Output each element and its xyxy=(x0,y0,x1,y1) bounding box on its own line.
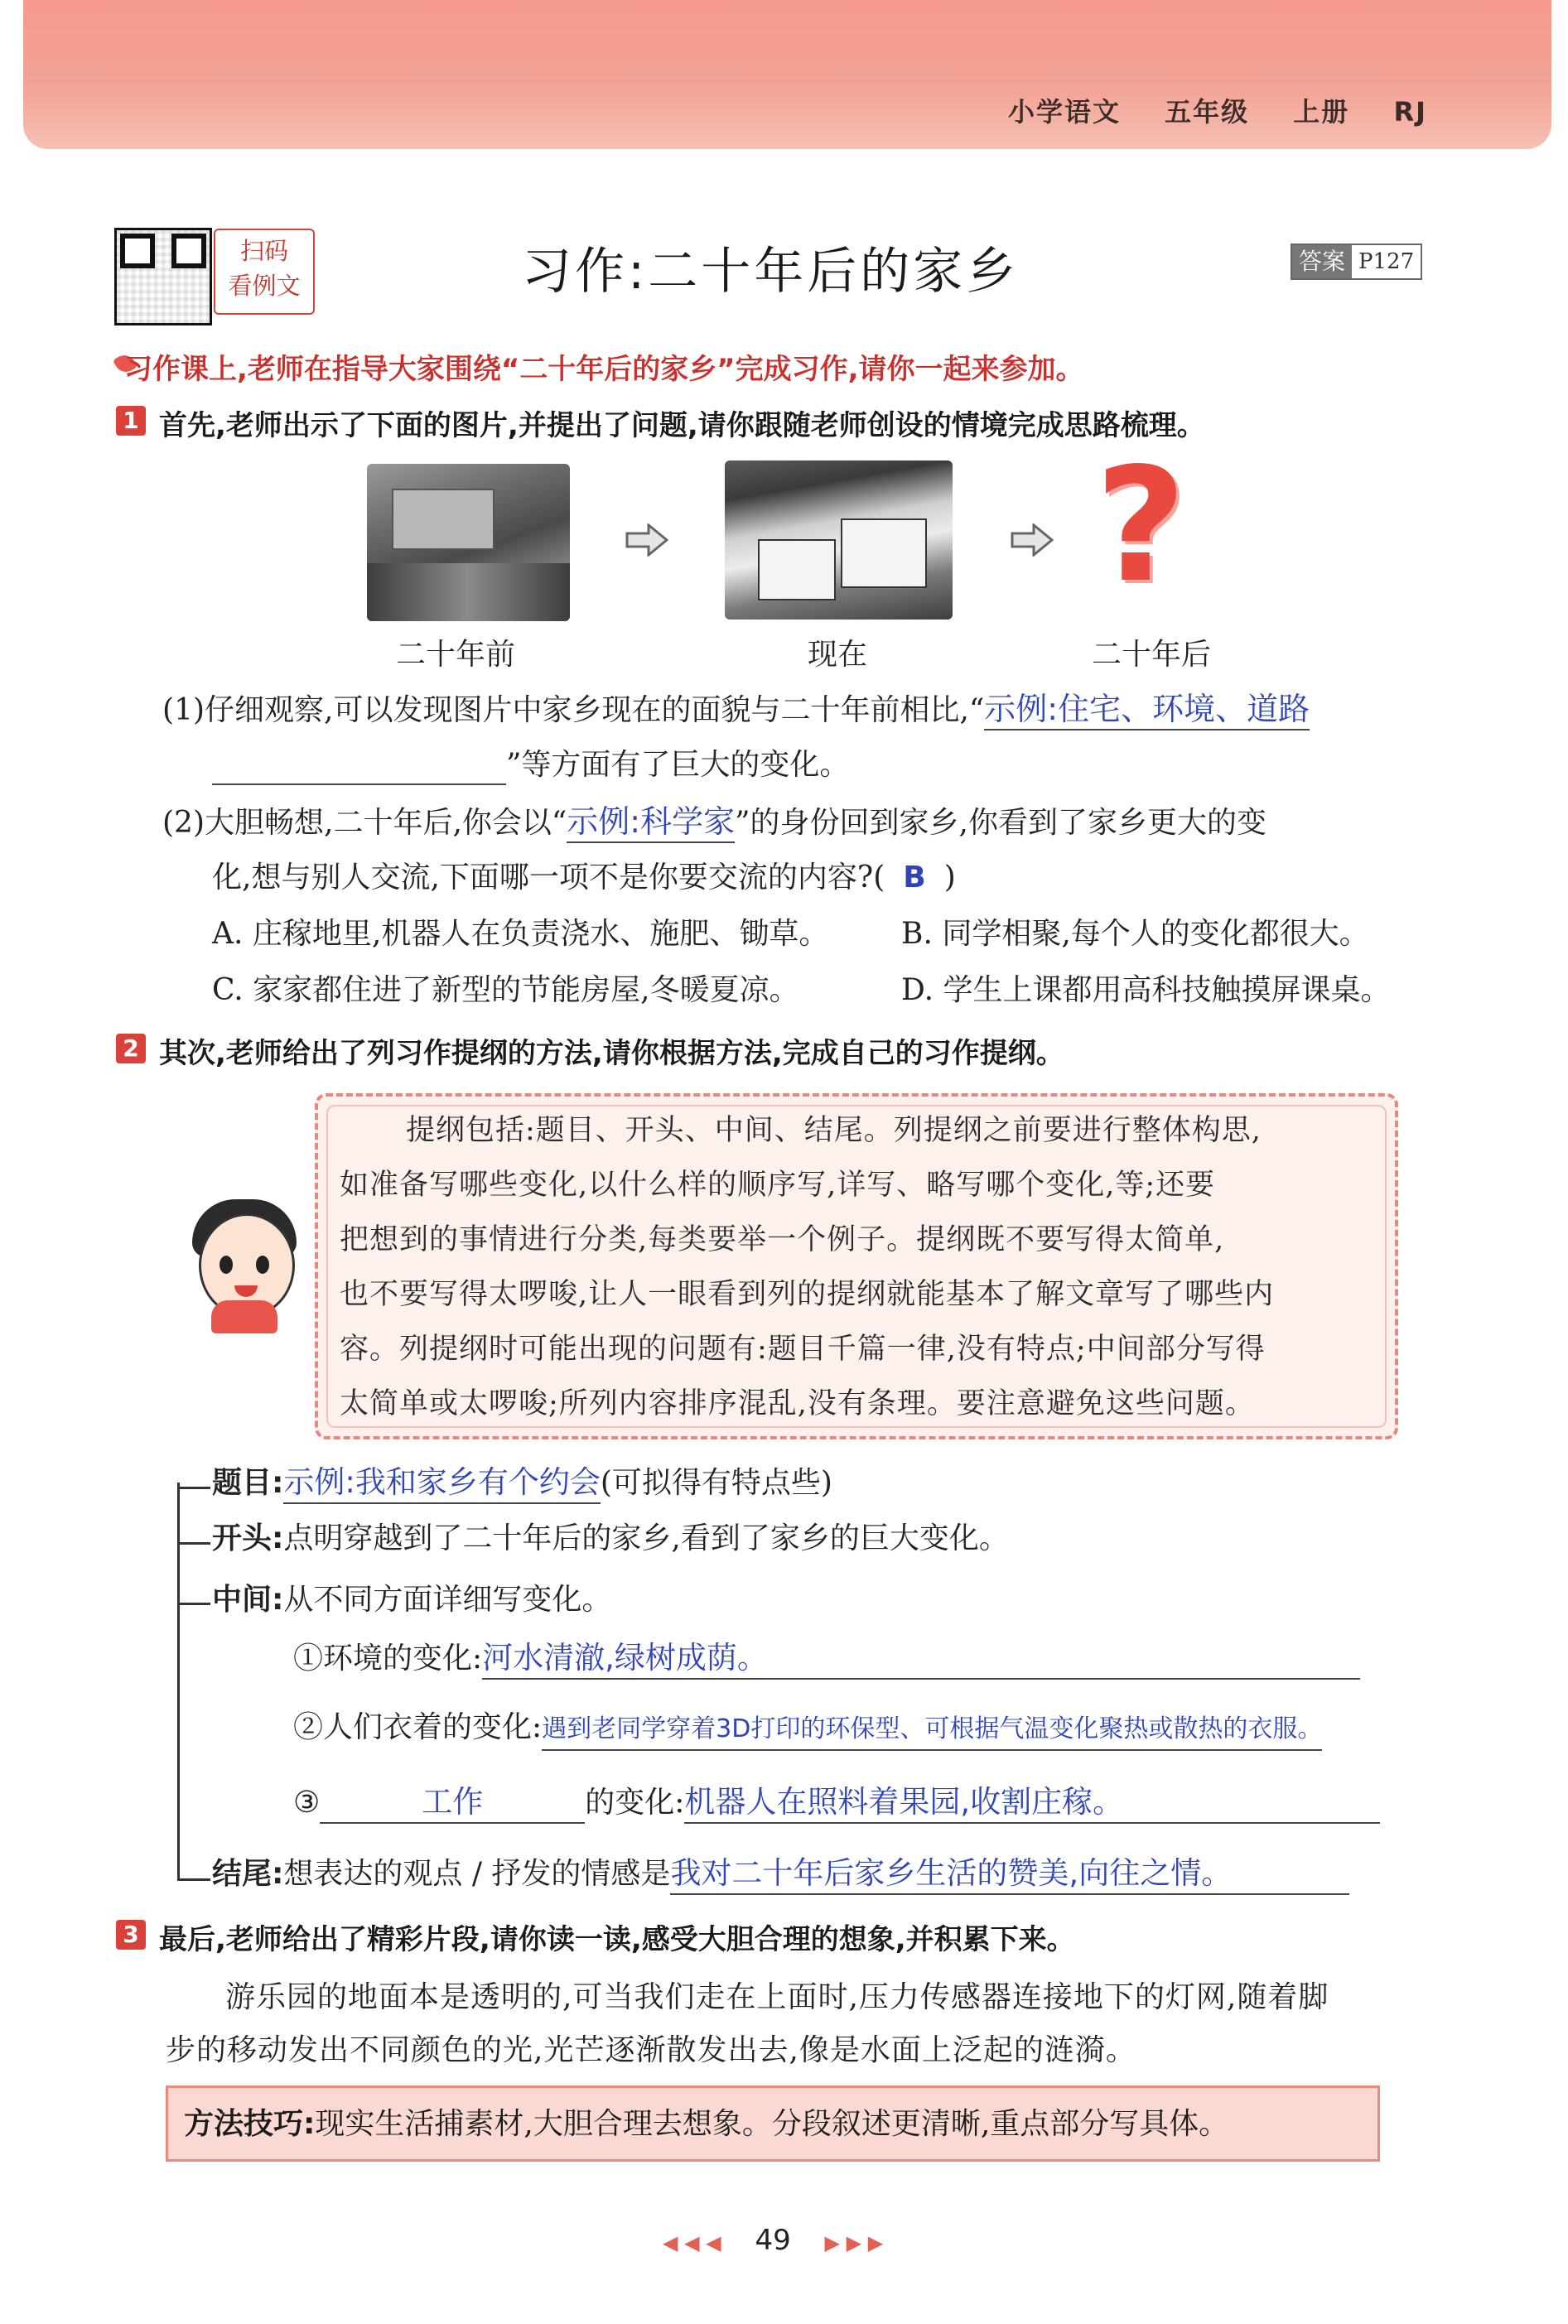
sample-paragraph-line1: 游乐园的地面本是透明的,可当我们走在上面时,压力传感器连接地下的灯网,随着脚 xyxy=(225,1980,1329,2014)
outline-item3-field[interactable]: 机器人在照料着果园,收割庄稼。 xyxy=(684,1782,1380,1824)
outline-start-row xyxy=(212,1519,1009,1559)
tip-line: 如准备写哪些变化,以什么样的顺序写,详写、略写哪个变化,等;还要 xyxy=(340,1169,1216,1202)
sub1-line2 xyxy=(212,745,849,785)
sub2-choice-answer[interactable]: B xyxy=(903,861,926,894)
option-d[interactable]: D. 学生上课都用高科技触摸屏课桌。 xyxy=(901,973,1391,1007)
new-house-shape xyxy=(758,539,836,600)
sub1-after: ”等方面有了巨大的变化。 xyxy=(506,748,850,782)
volume-tag: 上册 xyxy=(1293,96,1350,128)
question-number-3: 3 xyxy=(116,1920,146,1950)
outline-title-field[interactable]: 示例:我和家乡有个约会 xyxy=(283,1463,600,1504)
old-road-shape xyxy=(367,563,570,621)
method-tip-text xyxy=(184,2100,1228,2143)
tip-line: 容。列提纲时可能出现的问题有:题目千篇一律,没有特点;中间部分写得 xyxy=(340,1333,1266,1366)
option-a[interactable]: A. 庄稼地里,机器人在负责浇水、施肥、锄草。 xyxy=(212,917,829,951)
outline-middle-text: 从不同方面详细写变化。 xyxy=(283,1583,612,1617)
tip-text xyxy=(340,1103,1375,1431)
scan-label xyxy=(214,229,315,315)
outline-end-field[interactable]: 我对二十年后家乡生活的赞美,向往之情。 xyxy=(670,1854,1349,1895)
outline-item3-row xyxy=(293,1782,1380,1824)
page-footer xyxy=(663,2224,883,2257)
outline-start-text: 点明穿越到了二十年后的家乡,看到了家乡的巨大变化。 xyxy=(283,1521,1009,1555)
outline-item3-label: 的变化: xyxy=(585,1786,685,1820)
sub2-line2-text: 化,想与别人交流,下面哪一项不是你要交流的内容?( xyxy=(212,861,885,894)
outline-item2-row xyxy=(293,1708,1322,1751)
method-label: 方法技巧: xyxy=(184,2107,316,2141)
sub2-line xyxy=(162,802,1266,843)
caption-past: 二十年前 xyxy=(396,638,516,672)
method-content: 现实生活捕素材,大胆合理去想象。分段叙述更清晰,重点部分写具体。 xyxy=(315,2107,1229,2141)
outline-end-label: 结尾: xyxy=(212,1857,284,1891)
outline-title-label: 题目: xyxy=(212,1466,284,1500)
scan-line2: 看例文 xyxy=(228,272,301,300)
caption-now: 现在 xyxy=(808,638,868,672)
sub2-close: ) xyxy=(943,861,956,894)
question-2-text: 其次,老师给出了列习作提纲的方法,请你根据方法,完成自己的习作提纲。 xyxy=(159,1037,1064,1070)
outline-item3-prefix: ③ xyxy=(293,1786,321,1820)
photo-now xyxy=(725,460,953,620)
scan-line1: 扫码 xyxy=(239,237,288,265)
outline-item1-row xyxy=(293,1638,1360,1680)
arrow-right-icon xyxy=(625,523,668,557)
header-tags xyxy=(975,91,1427,129)
new-house-shape-2 xyxy=(841,518,927,588)
tip-line: 把想到的事情进行分类,每类要举一个例子。提纲既不要写得太简单, xyxy=(340,1223,1225,1256)
tree-branch xyxy=(177,1878,210,1881)
next-arrows-icon: ▶ ▶ ▶ xyxy=(824,2231,884,2254)
sample-paragraph-line2: 步的移动发出不同颜色的光,光芒逐渐散发出去,像是水面上泛起的涟漪。 xyxy=(166,2033,1136,2067)
outline-middle-row xyxy=(212,1580,611,1620)
tree-branch xyxy=(177,1487,210,1489)
photo-twenty-years-ago xyxy=(367,464,570,621)
girl-illustration-body xyxy=(211,1300,277,1333)
tip-line: 太简单或太啰唆;所列内容排序混乱,没有条理。要注意避免这些问题。 xyxy=(340,1387,1255,1420)
prev-arrows-icon: ◀ ◀ ◀ xyxy=(663,2231,721,2254)
outline-item2-label: ②人们衣着的变化: xyxy=(293,1710,543,1744)
tree-branch xyxy=(177,1603,210,1605)
outline-item1-field[interactable]: 河水清澈,绿树成荫。 xyxy=(482,1638,1360,1680)
outline-item1-label: ①环境的变化: xyxy=(293,1642,483,1675)
edition-tag: RJ xyxy=(1393,96,1427,128)
outline-end-row xyxy=(212,1854,1349,1895)
sub2-answer-field[interactable]: 示例:科学家 xyxy=(567,802,735,843)
subject-tag: 小学语文 xyxy=(1007,96,1121,128)
sub2-before: (2)大胆畅想,二十年后,你会以“ xyxy=(162,806,567,840)
old-house-shape xyxy=(392,489,495,550)
question-1-text: 首先,老师出示了下面的图片,并提出了问题,请你跟随老师创设的情境完成思路梳理。 xyxy=(159,409,1205,442)
outline-start-label: 开头: xyxy=(212,1521,284,1555)
sub1-answer-field[interactable]: 示例:住宅、环境、道路 xyxy=(984,689,1310,730)
tip-line: 提纲包括:题目、开头、中间、结尾。列提纲之前要进行整体构思, xyxy=(406,1114,1262,1147)
question-number-1: 1 xyxy=(116,406,146,436)
outline-end-text: 想表达的观点 / 抒发的情感是 xyxy=(283,1857,671,1891)
sub2-after: ”的身份回到家乡,你看到了家乡更大的变 xyxy=(735,806,1266,840)
answer-page: P127 xyxy=(1358,249,1415,274)
answer-label: 答案 xyxy=(1292,245,1352,278)
page-number: 49 xyxy=(755,2224,791,2257)
tree-branch xyxy=(177,1542,210,1545)
caption-future: 二十年后 xyxy=(1092,638,1212,672)
qr-code-icon[interactable] xyxy=(114,228,212,325)
sub1-blank[interactable] xyxy=(212,749,506,785)
outline-middle-label: 中间: xyxy=(212,1583,284,1617)
outline-title-hint: (可拟得有特点些) xyxy=(600,1466,832,1500)
answer-reference xyxy=(1291,243,1422,280)
intro-text: 习作课上,老师在指导大家围绕“二十年后的家乡”完成习作,请你一起来参加。 xyxy=(124,353,1084,386)
arrow-right-icon xyxy=(1011,523,1054,557)
tip-line: 也不要写得太啰唆,让人一眼看到列的提纲就能基本了解文章写了哪些内 xyxy=(340,1278,1275,1311)
sub1-line xyxy=(162,689,1310,730)
question-3-text: 最后,老师给出了精彩片段,请你读一读,感受大胆合理的想象,并积累下来。 xyxy=(159,1923,1075,1956)
sub1-before: (1)仔细观察,可以发现图片中家乡现在的面貌与二十年前相比,“ xyxy=(162,693,985,727)
option-b[interactable]: B. 同学相聚,每个人的变化都很大。 xyxy=(901,917,1369,951)
outline-item3-blank[interactable]: 工作 xyxy=(320,1782,585,1824)
question-number-2: 2 xyxy=(116,1034,146,1063)
outline-title-row xyxy=(212,1463,832,1504)
outline-item2-field[interactable]: 遇到老同学穿着3D打印的环保型、可根据气温变化聚热或散热的衣服。 xyxy=(542,1709,1322,1751)
question-mark-icon: ? xyxy=(1095,434,1187,617)
grade-tag: 五年级 xyxy=(1165,96,1250,128)
option-c[interactable]: C. 家家都住进了新型的节能房屋,冬暖夏凉。 xyxy=(212,973,799,1007)
sub2-line2 xyxy=(212,858,956,898)
page-title: 习作:二十年后的家乡 xyxy=(522,243,1020,301)
